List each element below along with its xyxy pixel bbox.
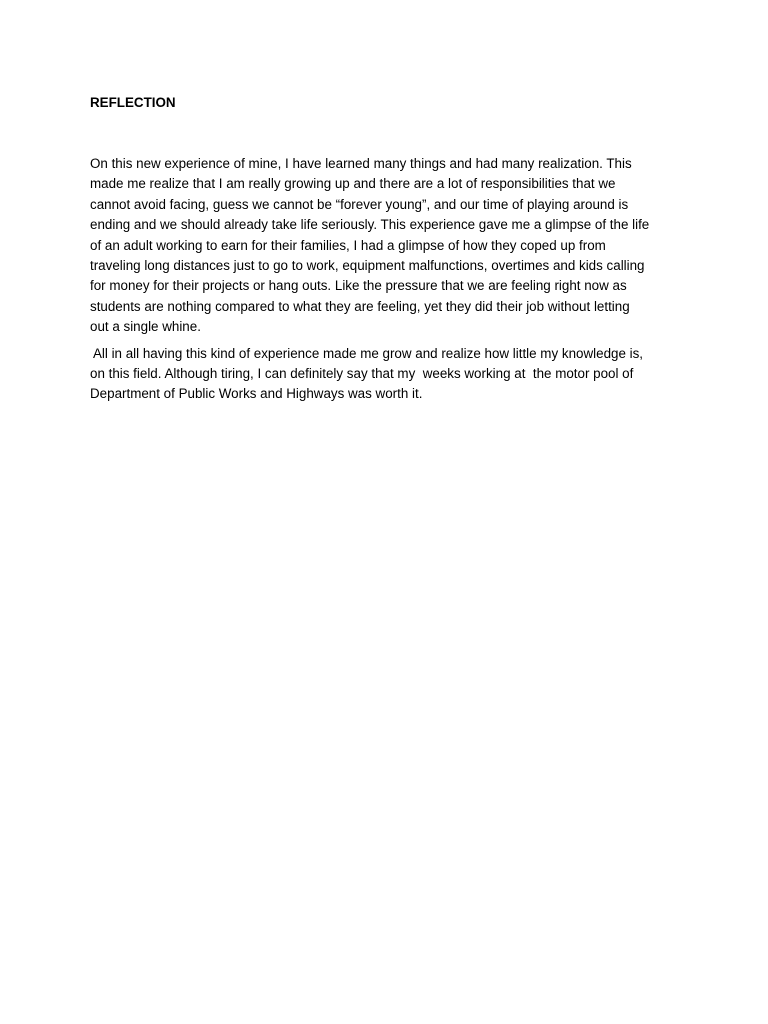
paragraph-line: On this new experience of mine, I have learned many things and had many realization. This (90, 156, 632, 171)
paragraph-line: students are nothing compared to what they are feeling, yet they did their job without letting (90, 298, 630, 314)
paragraph-line: All in all having this kind of experience made me grow and realize how little my knowledge is, (90, 345, 644, 361)
paragraph-line: out a single whine. (90, 319, 201, 335)
paragraph-line: of an adult working to earn for their families, I had a glimpse of how they coped up from (90, 237, 606, 253)
paragraph-2 (90, 344, 680, 405)
document-title: REFLECTION (90, 95, 176, 110)
paragraph-line: on this field. Although tiring, I can definitely say that my weeks working at the motor pool of (90, 366, 634, 382)
paragraph-line: traveling long distances just to go to work, equipment malfunctions, overtimes and kids calling (90, 258, 645, 274)
paragraph-line: cannot avoid facing, guess we cannot be “forever young”, and our time of playing around is (90, 196, 629, 212)
paragraph-1 (90, 154, 680, 338)
paragraph-line: made me realize that I am really growing up and there are a lot of responsibilities that we (90, 176, 616, 192)
paragraph-line: for money for their projects or hang outs. Like the pressure that we are feeling right now as (90, 278, 627, 294)
document-body (90, 93, 680, 405)
paragraph-line: Department of Public Works and Highways was worth it. (90, 386, 423, 402)
paragraph-line: ending and we should already take life seriously. This experience gave me a glimpse of the life (90, 217, 650, 233)
